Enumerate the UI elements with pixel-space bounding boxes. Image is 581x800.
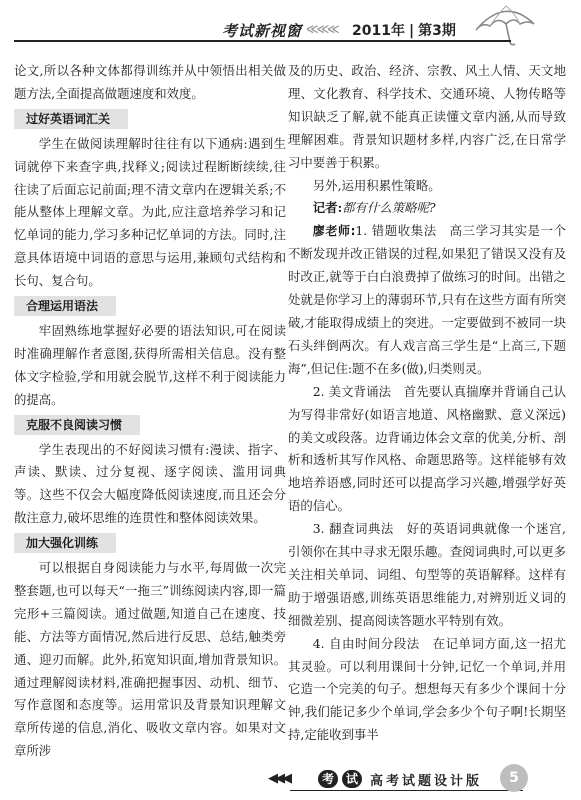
footer-rule bbox=[290, 790, 523, 791]
page-footer bbox=[0, 760, 581, 800]
right-column bbox=[288, 60, 566, 747]
method-dictionary: 3. 翻查词典法 好的英语词典就像一个迷宫,引领你在其中寻求无限乐趣。查阅词典时,可以更多关注相关单词、词组、句型等的英语解释。这样有助于增强语感,训练英语思维能力,对辨别近义词的细微差别、提高阅读答题水平特别有效。 bbox=[288, 521, 566, 628]
header-rule bbox=[14, 40, 511, 42]
section-heading: 合理运用语法 bbox=[14, 295, 286, 318]
section-text: 学生表现出的不好阅读习惯有:漫读、指字、声读、默读、过分复视、逐字阅读、滥用词典等。这些不仅会大幅度降低阅读速度,而且还会分散注意力,破坏思维的连贯性和整体阅读效果。 bbox=[14, 441, 286, 526]
page-header bbox=[0, 0, 581, 48]
magazine-title: 考试新视窗 bbox=[222, 22, 303, 40]
left-intro: 论文,所以各种文体都得训练并从中领悟出相关做题方法,全面提高做题速度和效度。 bbox=[14, 63, 286, 101]
issue-number: 第3期 bbox=[418, 23, 456, 39]
reporter-label: 记者: bbox=[312, 200, 343, 216]
header-arrows: ≪≪≪ bbox=[306, 22, 338, 36]
right-continuation: 及的历史、政治、经济、宗教、风土人情、天文地理、文化教育、科学技术、交通环境、人物传略等知识缺乏了解,就不能真正读懂文章内涵,从而导致理解困难。背景知识题材多样,内容广泛,在日常学习中要善于积累。 bbox=[288, 63, 566, 170]
teacher-answer bbox=[288, 220, 566, 380]
method-free-time: 4. 自由时间分段法 在记单词方面,这一招尤其灵验。可以利用课间十分钟,记忆一个单词,并用它造一个完美的句子。想想每天有多少个课间十分钟,我们能记多少个单词,学会多少个句子啊!长期坚持,定能收到事半 bbox=[288, 635, 566, 743]
footer-badge-kao: 考 bbox=[318, 770, 338, 788]
teacher-label: 廖老师: bbox=[312, 224, 356, 239]
section-heading: 过好英语词汇关 bbox=[14, 108, 286, 131]
section-text: 学生在做阅读理解时往往有以下通病:遇到生词就停下来查字典,找释义;阅读过程断断续续,往往读了后面忘记前面;理不清文章内在逻辑关系;不能从整体上理解文章。为此,应注意培养学习和记忆单词的能力,学习多种记忆单词的方法。同时,注意具体语境中词语的意思与运用,兼顾句式结构和长句、复合句。 bbox=[14, 135, 286, 289]
section-heading: 克服不良阅读习惯 bbox=[14, 414, 286, 437]
section-text: 可以根据自身阅读能力与水平,每周做一次完整套题,也可以每天“一拖三”训练阅读内容,即一篇完形+三篇阅读。通过做题,知道自己在速度、技能、方法等方面情况,然后进行反思、总结,触类旁通、迎刃而解。此外,拓宽知识面,增加背景知识。通过理解阅读材料,准确把握事因、动机、细节、写作意图和态度等。运用常识及背景知识理解文章所传递的信息,消化、吸收文章内容。如果对文章所涉 bbox=[14, 560, 286, 759]
method-recitation: 2. 美文背诵法 首先要认真揣摩并背诵自己认为写得非常好(如语言地道、风格幽默、意义深远)的美文或段落。边背诵边体会文章的优美,分析、剖析和透析其写作风格、命题思路等。这样能够有效地培养语感,同时还可以提高学习兴趣,增强学好英语的信心。 bbox=[288, 383, 566, 514]
page-number: 5 bbox=[500, 764, 528, 792]
left-column bbox=[14, 60, 286, 763]
section-text: 牢固熟练地掌握好必要的语法知识,可在阅读时准确理解作者意图,获得所需相关信息。没有整体文字检验,学和用就会脱节,这样不利于阅读能力的提高。 bbox=[14, 322, 286, 407]
issue-info: 2011年 | 第3期 bbox=[352, 23, 456, 39]
footer-arrows: ◀◀◀ bbox=[268, 771, 289, 786]
footer-series-title: 高考试题设计版 bbox=[370, 774, 483, 789]
issue-year: 2011年 bbox=[352, 23, 405, 39]
answer-text: 1. 错题收集法 高三学习其实是一个不断发现并改正错误的过程,如果犯了错误又没有及时改正,就等于白白浪费掉了做练习的时间。出错之处就是你学习上的薄弱环节,只有在这些方面有所突破,才能取得成绩上的突进。一定要做到不被同一块石头绊倒两次。有人戏言高三学生是“上高三,下题海”,但记住:题不在多(做),归类则灵。 bbox=[288, 223, 566, 376]
reporter-question bbox=[288, 197, 566, 220]
footer-badge-shi: 试 bbox=[342, 770, 362, 788]
question-text: 都有什么策略呢? bbox=[342, 200, 436, 216]
section-heading: 加大强化训练 bbox=[14, 532, 286, 555]
strategy-intro: 另外,运用积累性策略。 bbox=[312, 177, 441, 193]
